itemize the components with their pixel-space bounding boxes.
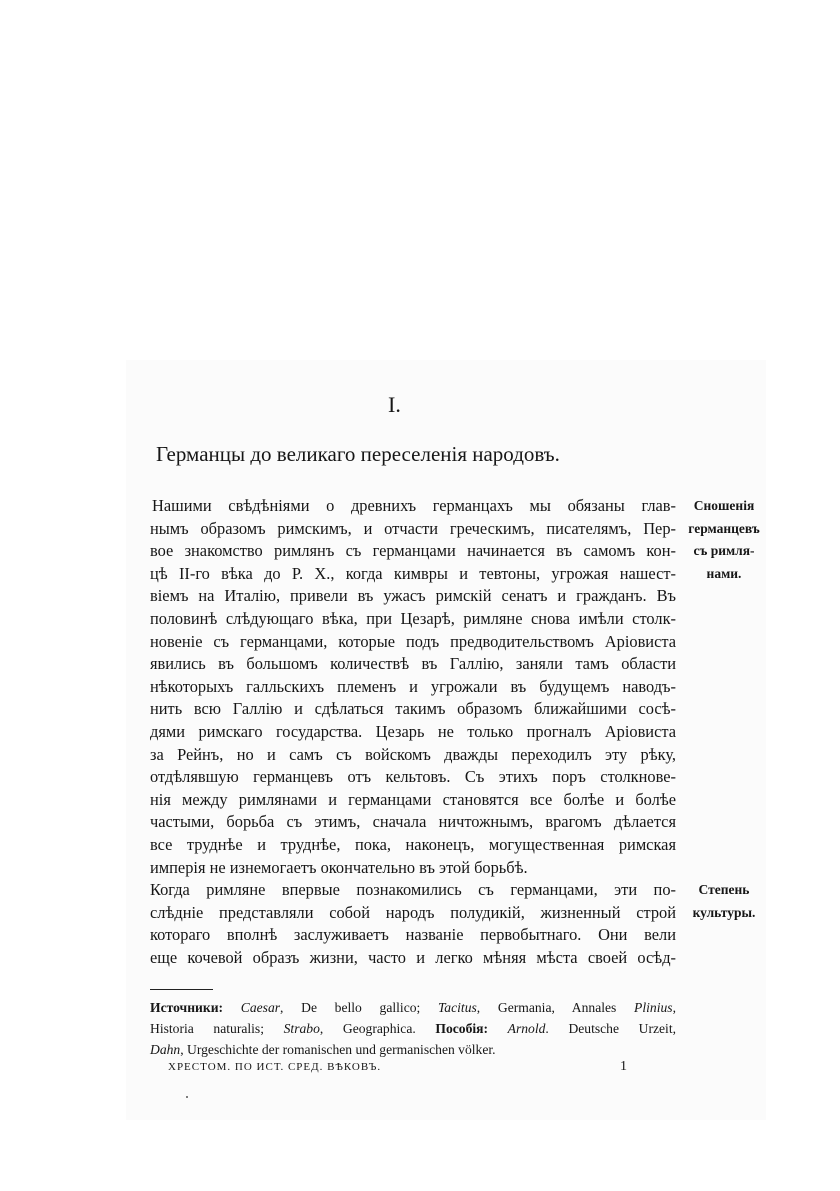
- margin-note-relations: [684, 495, 764, 585]
- source-strabo: Strabo: [283, 1021, 320, 1036]
- margin-note-line: съ римля-: [693, 543, 755, 559]
- body-line: имперія не изнемогаетъ окончательно въ этой борьбѣ.: [150, 857, 528, 877]
- source-text: , Geographica.: [319, 1021, 416, 1036]
- body-line: Нашими свѣдѣніями о древнихъ германцахъ мы обязаны глав-: [152, 496, 676, 515]
- aid-arnold: Arnold: [507, 1021, 546, 1036]
- margin-note-line: Сношенія: [693, 498, 755, 513]
- source-caesar: Caesar: [240, 1000, 281, 1015]
- body-line: новеніе съ германцами, которые подъ предводительствомъ Аріовиста: [150, 631, 676, 651]
- aid-text: . Deutsche Urzeit,: [545, 1021, 676, 1036]
- body-line: за Рейнъ, но и самъ съ войскомъ дважды переходилъ эту рѣку,: [150, 744, 676, 764]
- source-text: , De bello gallico;: [280, 1000, 421, 1015]
- aid-text: , Urgeschichte der romanischen und germanischen völker.: [180, 1042, 496, 1057]
- footnote-line-3: [150, 1039, 676, 1060]
- body-line: котораго вполнѣ заслуживаетъ названіе первобытнаго. Они вели: [150, 925, 676, 945]
- source-tacitus: Tacitus: [438, 1000, 477, 1015]
- margin-note-culture: [684, 879, 764, 924]
- body-line: нія между римлянами и германцами становятся все болѣе и болѣе: [150, 789, 676, 809]
- source-text: , Germania, Annales: [476, 1000, 617, 1015]
- chapter-title: Германцы до великаго переселенія народовъ.: [156, 442, 560, 466]
- body-line: слѣдніе представляли собой народъ полудикій, жизненный строй: [150, 902, 676, 922]
- body-line: нымъ образомъ римскимъ, и отчасти греческимъ, писателямъ, Пер-: [150, 518, 676, 538]
- body-line: частыми, борьба съ этимъ, сначала ничтожнымъ, врагомъ дѣлается: [150, 812, 676, 832]
- body-line: Когда римляне впервые познакомились съ германцами, эти по-: [150, 880, 676, 900]
- footnote: [150, 997, 676, 1060]
- print-speck: [186, 1096, 188, 1098]
- source-text: Historia naturalis;: [150, 1021, 264, 1036]
- margin-note-line: Степень: [698, 882, 750, 897]
- body-line: віемъ на Италію, привели въ ужасъ римскій сенатъ и гражданъ. Въ: [150, 586, 676, 606]
- sources-label: Источники:: [150, 1000, 224, 1015]
- footnote-rule: [150, 989, 213, 990]
- body-line: вое знакомство римлянъ съ германцами начинается въ самомъ кон-: [150, 541, 676, 561]
- source-text: ,: [672, 1000, 676, 1015]
- body-text: [150, 495, 676, 969]
- footnote-line-2: [150, 1018, 676, 1039]
- body-line: половинѣ слѣдующаго вѣка, при Цезарѣ, римляне снова имѣли столк-: [150, 608, 676, 628]
- margin-note-line: германцевъ: [688, 520, 760, 536]
- body-line: все труднѣе и труднѣе, пока, наконецъ, могущественная римская: [150, 834, 676, 854]
- body-line: дями римскаго государства. Цезарь не только прогналъ Аріовиста: [150, 721, 676, 741]
- body-line: еще кочевой образъ жизни, часто и легко мѣняя мѣста своей осѣд-: [150, 947, 676, 967]
- signature-mark: ХРЕСТОМ. ПО ИСТ. СРЕД. ВѢКОВЪ.: [168, 1061, 382, 1073]
- margin-note-line: культуры.: [692, 904, 756, 920]
- source-plinius: Plinius: [634, 1000, 673, 1015]
- footnote-line-1: [150, 997, 676, 1018]
- page-number: 1: [620, 1059, 627, 1074]
- chapter-numeral: I.: [388, 392, 401, 417]
- body-line: нить всю Галлію и сдѣлаться такимъ образомъ ближайшими сосѣ-: [150, 699, 676, 719]
- body-line: нѣкоторыхъ галльскихъ племенъ и угрожали въ будущемъ наводъ-: [150, 676, 676, 696]
- aid-dahn: Dahn: [150, 1042, 181, 1057]
- aids-label: Пособія:: [435, 1021, 489, 1036]
- margin-note-line: нами.: [706, 565, 742, 581]
- body-line: отдѣлявшую германцевъ отъ кельтовъ. Съ этихъ поръ столкнове-: [150, 767, 676, 787]
- body-line: явились въ большомъ количествѣ въ Галлію, заняли тамъ области: [150, 654, 676, 674]
- body-line: цѣ II-го вѣка до Р. Х., когда кимвры и тевтоны, угрожая нашест-: [150, 563, 676, 583]
